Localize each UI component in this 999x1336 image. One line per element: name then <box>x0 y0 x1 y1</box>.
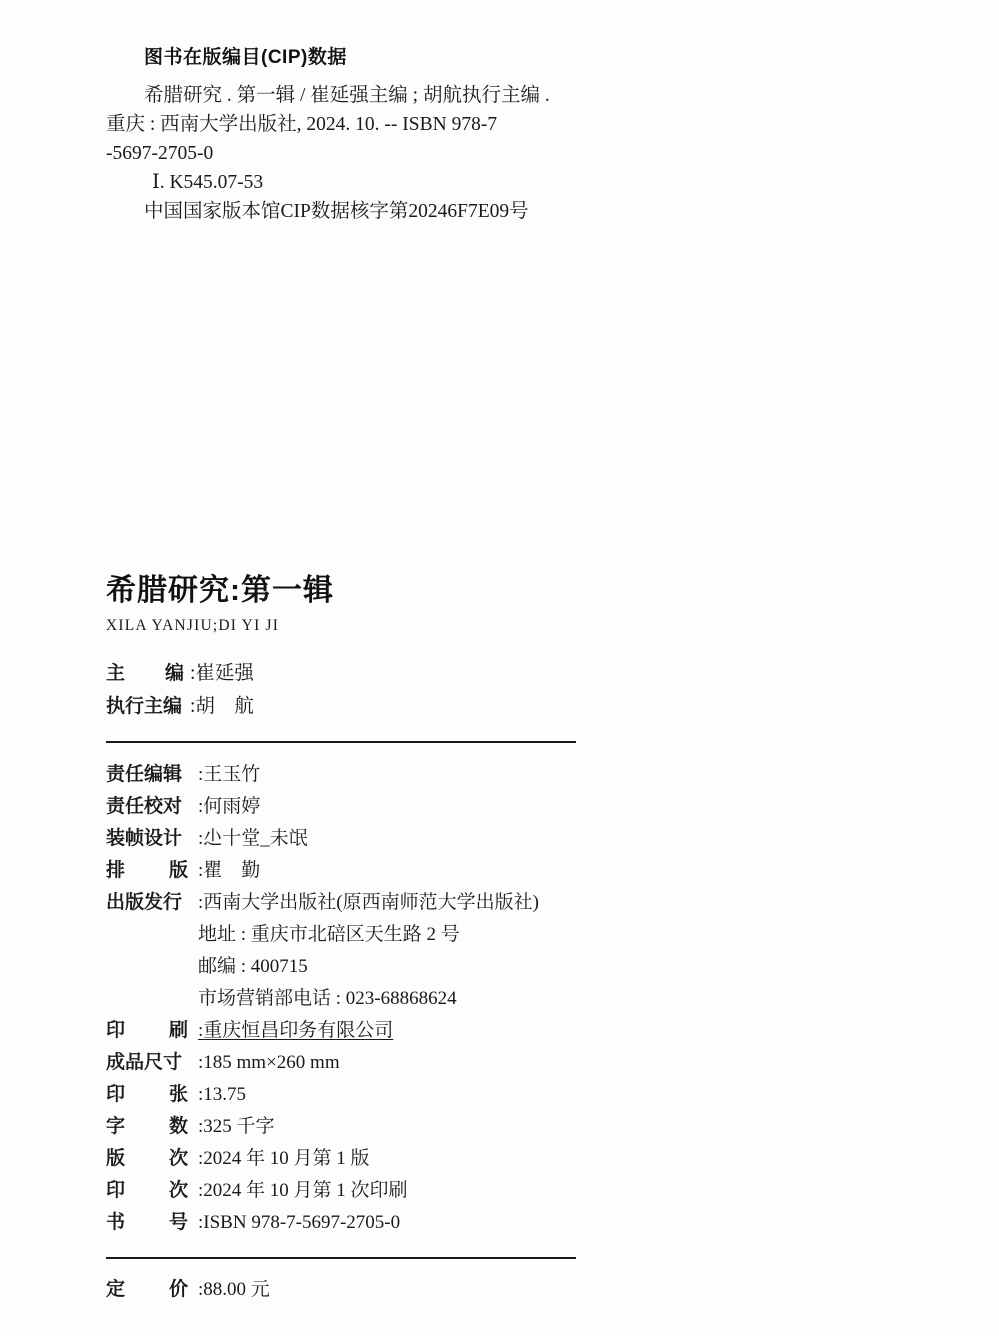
imprint-value-publisher: :西南大学出版社(原西南师范大学出版社) <box>198 892 539 913</box>
book-title-pinyin: XILA YANJIU;DI YI JI <box>106 617 280 634</box>
imprint-label-cover-design: 装帧设计 <box>106 828 183 849</box>
imprint-value-proofreader: :何雨婷 <box>198 796 261 817</box>
imprint-label-sheets: 印 张 <box>106 1084 189 1105</box>
imprint-label-isbn: 书 号 <box>106 1212 189 1233</box>
imprint-value-printer: :重庆恒昌印务有限公司 <box>198 1020 394 1041</box>
imprint-label-word-count: 字 数 <box>106 1116 189 1137</box>
imprint-label-responsible-editor: 责任编辑 <box>106 764 183 785</box>
imprint-label-edition: 版 次 <box>106 1148 189 1169</box>
cip-heading: 图书在版编目(CIP)数据 <box>144 47 347 68</box>
imprint-row-responsible-editor <box>106 759 576 791</box>
credit-row-executive-editor <box>106 690 576 723</box>
imprint-row-word-count <box>106 1111 576 1143</box>
imprint-row-edition <box>106 1143 576 1175</box>
imprint-value-typesetting: :瞿 勤 <box>198 860 261 881</box>
cip-line-3: -5697-2705-0 <box>106 143 214 164</box>
imprint-label-publisher: 出版发行 <box>106 892 183 913</box>
imprint-value-trim-size: :185 mm×260 mm <box>198 1052 340 1073</box>
cip-block <box>106 42 706 226</box>
cip-archive-number: 中国国家版本馆CIP数据核字第20246F7E09号 <box>144 201 529 222</box>
divider-top <box>106 741 576 743</box>
imprint-row-impression <box>106 1175 576 1207</box>
imprint-value-isbn: :ISBN 978-7-5697-2705-0 <box>198 1212 401 1233</box>
imprint-label-printer: 印 刷 <box>106 1020 189 1041</box>
imprint-postcode: 邮编 : 400715 <box>198 956 308 977</box>
credit-value-executive-editor: :胡 航 <box>190 696 254 717</box>
imprint-value-edition: :2024 年 10 月第 1 版 <box>198 1148 370 1169</box>
credit-value-editor-in-chief: :崔延强 <box>190 663 254 684</box>
imprint-value-sheets: :13.75 <box>198 1084 247 1105</box>
credit-row-editor-in-chief <box>106 657 576 690</box>
imprint-value-responsible-editor: :王玉竹 <box>198 764 261 785</box>
colophon-block <box>106 565 576 1305</box>
divider-bottom <box>106 1257 576 1259</box>
cip-line-1: 希腊研究 . 第一辑 / 崔延强主编 ; 胡航执行主编 . <box>144 85 550 106</box>
imprint-label-impression: 印 次 <box>106 1180 189 1201</box>
price-label: 定 价 <box>106 1279 189 1300</box>
imprint-value-word-count: :325 千字 <box>198 1116 275 1137</box>
imprint-value-cover-design: :尐十堂_未氓 <box>198 828 308 849</box>
imprint-sales-phone: 市场营销部电话 : 023-68868624 <box>198 988 457 1009</box>
imprint-row-proofreader <box>106 791 576 823</box>
imprint-value-impression: :2024 年 10 月第 1 次印刷 <box>198 1180 408 1201</box>
credit-label-executive-editor: 执行主编 <box>106 696 183 717</box>
imprint-label-typesetting: 排 版 <box>106 860 189 881</box>
imprint-row-trim-size <box>106 1047 576 1079</box>
imprint-label-proofreader: 责任校对 <box>106 796 183 817</box>
cip-line-2: 重庆 : 西南大学出版社, 2024. 10. -- ISBN 978-7 <box>106 114 498 135</box>
imprint-address: 地址 : 重庆市北碚区天生路 2 号 <box>198 924 460 945</box>
imprint-row-isbn <box>106 1207 576 1239</box>
imprint-row-sheets <box>106 1079 576 1111</box>
price-row <box>106 1275 576 1305</box>
cip-classification: Ⅰ. K545.07-53 <box>152 172 264 193</box>
credit-label-editor-in-chief: 主 编 <box>106 663 185 684</box>
imprint-label-trim-size: 成品尺寸 <box>106 1052 183 1073</box>
imprint-row-cover-design <box>106 823 576 855</box>
imprint-row-publisher <box>106 887 576 919</box>
price-value: :88.00 元 <box>198 1279 270 1300</box>
imprint-row-typesetting <box>106 855 576 887</box>
imprint-row-printer <box>106 1015 576 1047</box>
book-title: 希腊研究:第一辑 <box>106 574 334 607</box>
